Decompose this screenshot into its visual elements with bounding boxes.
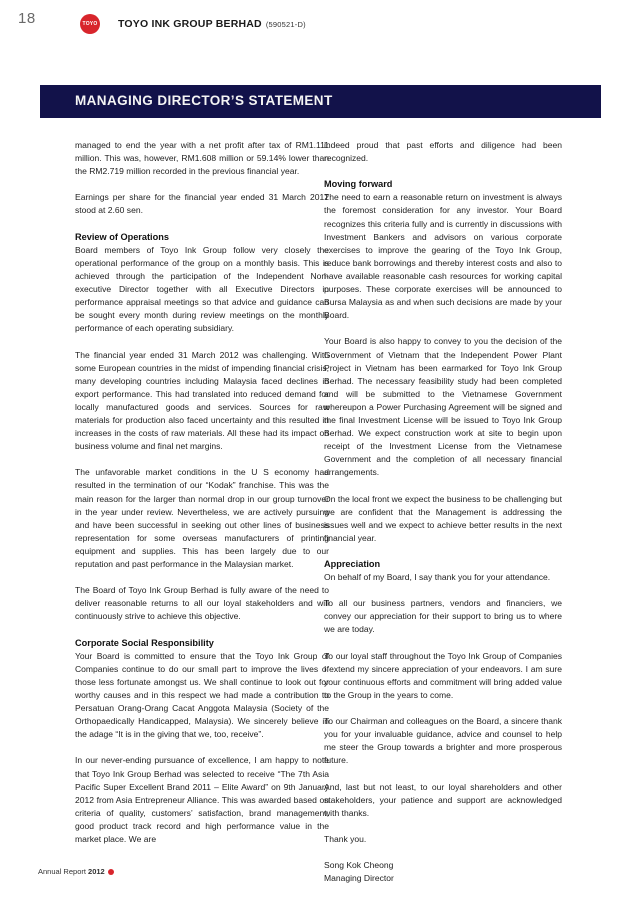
footer-year: 2012 (88, 867, 105, 876)
paragraph: managed to end the year with a net profit after tax of RM1.111 million. This was, however, RM1.608 million or 59.14% lower than the RM2.719 million recorded in the previous financial year. (75, 140, 329, 177)
paragraph: To all our business partners, vendors and financiers, we convey our appreciation for their support to bring us to where we are today. (324, 598, 562, 635)
paragraph: And, last but not least, to our loyal shareholders and other stakeholders, your patience and support are acknowledged with thanks. (324, 781, 562, 818)
company-logo: TOYO (80, 14, 100, 34)
paragraph: To our loyal staff throughout the Toyo Ink Group of Companies I extend my sincere appreciation of your endeavors. I am sure your continuous efforts and commitment will bring added value to the Group in the years to come. (324, 650, 562, 700)
page-number: 18 (18, 10, 36, 27)
signature-block (324, 859, 562, 885)
section-heading-appreciation: Appreciation (324, 559, 381, 569)
paragraph: Board members of Toyo Ink Group follow very closely the operational performance of the group on a monthly basis. This is achieved through the participation of the Independent Non-executive Director together with all Executive Directors in performance appraisal meetings so that advice and guidance can be sought every month during review meetings on the monthly performance of each operating subsidiary. (75, 244, 329, 334)
paragraph: Your Board is also happy to convey to you the decision of the Government of Vietnam that the Independent Power Plant Project in Vietnam has been earmarked for Toyo Ink Group Berhad. The necessary feasibility study had been completed and will be submitted to the Vietnamese Government whereupon a Power Purchasing Agreement will be signed and the final Investment License will be issued to Toyo Ink Group Berhad. We expect construction work at site to begin upon receipt of the Investment License from the Vietnamese Government and the completion of all necessary financial arrangements. (324, 336, 562, 478)
section-heading-review-of-operations: Review of Operations (75, 231, 169, 242)
section-heading-moving-forward: Moving forward (324, 179, 393, 190)
footer-label: Annual Report (38, 867, 86, 876)
page-footer (38, 867, 114, 876)
signatory-title: Managing Director (324, 873, 394, 884)
paragraph: Your Board is committed to ensure that the Toyo Ink Group of Companies continue to do our small part to improve the lives of those less fortunate amongst us. We shall continue to look out for worthy causes and in this respect we had made a contribution to Persatuan Orang-Orang Cacat Anggota Malaysia (Society of the Orthopaedically Handicapped, Malaysia). We sincerely believe in the adage “It is in the giving that we, too, receive”. (75, 650, 329, 740)
paragraph: The financial year ended 31 March 2012 was challenging. With some European countries in the midst of impending financial crisis, many developing countries including Malaysia faced declines in export performance. This had translated into reduced demand for locally manufactured goods and services. Sources for raw materials for production also faced uncertainty and this resulted in increases in the costs of raw materials. All these had its impact on business volume and final net margins. (75, 349, 329, 452)
signatory-name: Song Kok Cheong (324, 860, 394, 871)
paragraph: To our Chairman and colleagues on the Board, a sincere thank you for your invaluable guidance, advice and counsel to help me steer the Group towards a brighter and more prosperous future. (324, 716, 562, 766)
footer-dot-icon (108, 869, 114, 875)
company-header (118, 18, 306, 30)
paragraph: The need to earn a reasonable return on investment is always the foremost consideration for any investor. Your Board recognizes this criteria fully and is currently in discussions with Investment Bankers and advisors on various corporate exercises to improve the gearing of the Toyo Ink Group, reduce bank borrowings and thereby interest costs and also to have available reasonable cash resources for working capital purposes. These corporate exercises will be announced to Bursa Malaysia as and when such decisions are made by your Board. (324, 192, 562, 321)
company-registration: (590521-D) (265, 20, 306, 29)
paragraph: indeed proud that past efforts and diligence had been recognized. (324, 140, 562, 164)
left-column (75, 139, 329, 846)
closing-thanks: Thank you. (324, 833, 367, 844)
paragraph: On the local front we expect the business to be challenging but we are confident that the Management is addressing the issues well and we expect to achieve better results in the next financial year. (324, 493, 562, 543)
paragraph: In our never-ending pursuance of excellence, I am happy to note that Toyo Ink Group Berhad was selected to receive “The 7th Asia Pacific Super Excellent Brand 2011 – Elite Award” on 9th January 2012 from Asia Entrepreneur Alliance. This was awarded based on criteria of quality, customers’ satisfaction, brand management, good product track record and high performance value in the market place. We are (75, 755, 329, 844)
paragraph: Earnings per share for the financial year ended 31 March 2012 stood at 2.60 sen. (75, 192, 329, 216)
company-name: TOYO INK GROUP BERHAD (118, 18, 262, 30)
paragraph: The Board of Toyo Ink Group Berhad is fully aware of the need to deliver reasonable returns to all our loyal stakeholders and will continuously strive to achieve this objective. (75, 585, 329, 622)
paragraph: On behalf of my Board, I say thank you for your attendance. (324, 572, 551, 583)
section-banner (40, 85, 601, 118)
page-title: MANAGING DIRECTOR’S STATEMENT (75, 93, 333, 108)
section-heading-csr: Corporate Social Responsibility (75, 637, 214, 648)
right-column (324, 139, 562, 885)
paragraph: The unfavorable market conditions in the U S economy had resulted in the termination of our “Kodak” franchise. This was the main reason for the larger than normal drop in our group turnover in the year under review. Nevertheless, we are actively pursuing and have been successful in seeking out other lines of business representation for some overseas manufacturers of printing equipment and supplies. This has been largely due to our reputation and past performance in the Malaysian market. (75, 467, 329, 569)
